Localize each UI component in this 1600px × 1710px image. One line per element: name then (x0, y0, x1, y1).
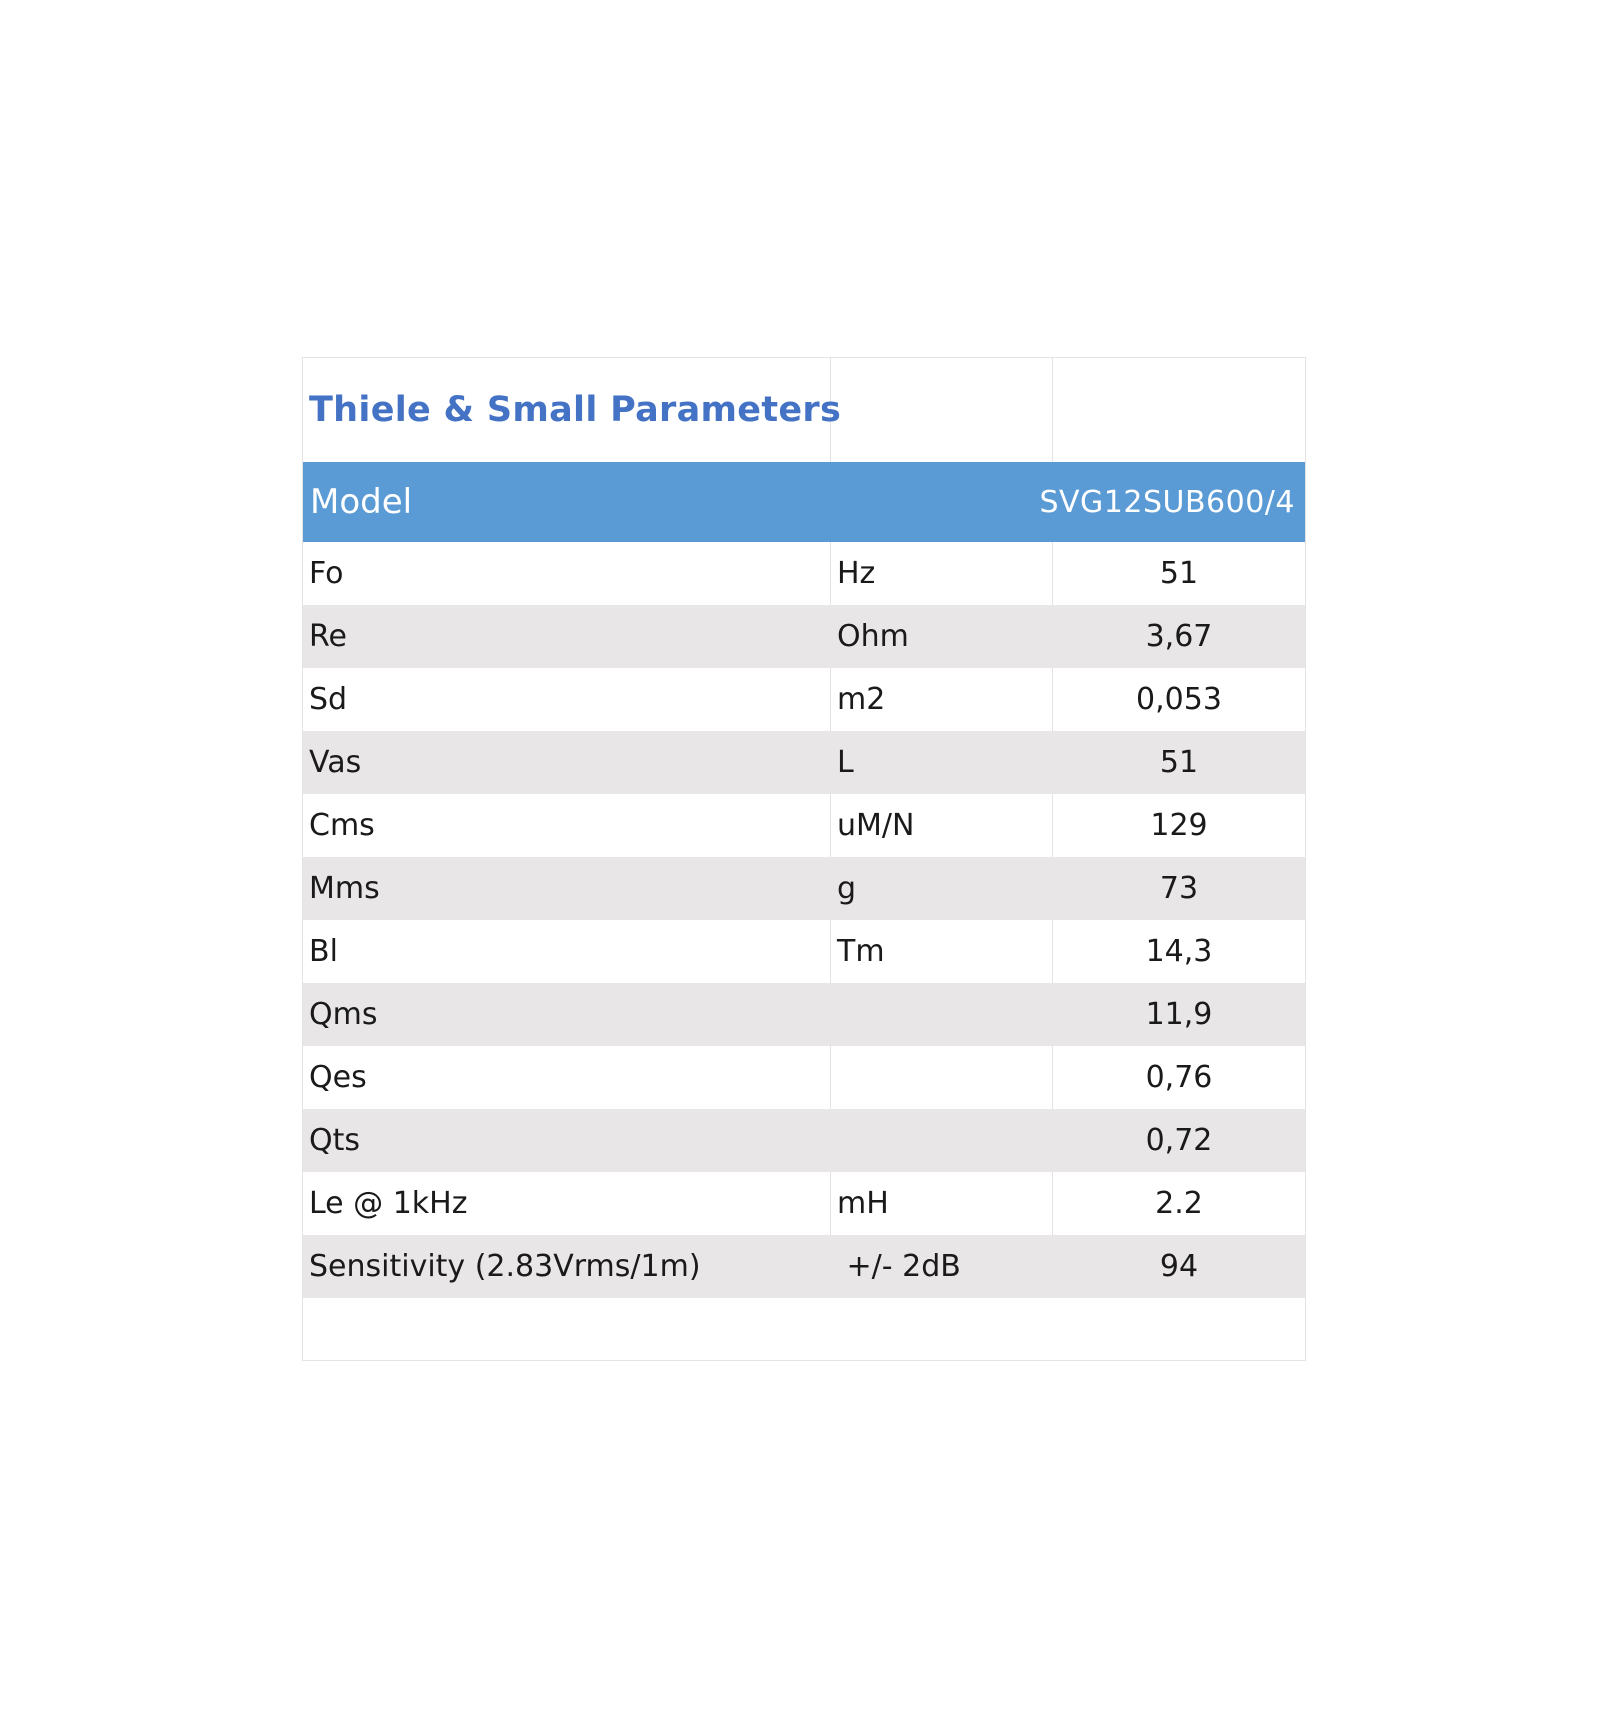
table-row (303, 920, 1305, 983)
table-row (303, 1109, 1305, 1172)
parameter-name: Fo (303, 542, 831, 605)
table-row (303, 1046, 1305, 1109)
table-row (303, 668, 1305, 731)
table-row (303, 983, 1305, 1046)
table-row (303, 731, 1305, 794)
parameter-name: Cms (303, 794, 831, 857)
parameter-name: Mms (309, 871, 380, 906)
parameter-unit: Ohm (837, 619, 909, 654)
parameter-name: Qes (303, 1046, 831, 1109)
parameter-value: 51 (1159, 745, 1199, 780)
table-row (303, 857, 1305, 920)
parameter-unit (831, 983, 1053, 1046)
parameter-unit: Tm (831, 920, 1053, 983)
empty-footer-row (303, 1298, 1305, 1361)
table-row (303, 794, 1305, 857)
parameter-value: 14,3 (1145, 934, 1213, 969)
table-row (303, 1235, 1305, 1298)
model-label: Model (310, 482, 413, 522)
parameter-value: 94 (1159, 1249, 1199, 1284)
empty-cell (831, 358, 1053, 462)
parameter-value: 11,9 (1145, 997, 1213, 1032)
parameter-name: Bl (303, 920, 831, 983)
parameter-value: 73 (1159, 871, 1199, 906)
parameter-value: 2.2 (1155, 1186, 1203, 1221)
model-header-row (303, 462, 1305, 542)
table-row (303, 542, 1305, 605)
table-title: Thiele & Small Parameters (309, 390, 842, 430)
parameters-table (302, 357, 1306, 1361)
title-row (303, 358, 1305, 462)
parameter-unit (831, 1109, 1053, 1172)
parameter-name: Qms (309, 997, 378, 1032)
parameter-unit: L (837, 745, 854, 780)
parameter-value: 0,72 (1145, 1123, 1213, 1158)
parameter-unit: m2 (831, 668, 1053, 731)
parameter-value: 3,67 (1145, 619, 1213, 654)
parameter-unit: mH (831, 1172, 1053, 1235)
parameter-rows (303, 542, 1305, 1298)
parameter-name: Qts (309, 1123, 361, 1158)
table-row (303, 605, 1305, 668)
parameter-name: Re (309, 619, 347, 654)
parameter-unit: g (837, 871, 857, 906)
empty-cell (1053, 358, 1305, 462)
model-value: SVG12SUB600/4 (1039, 484, 1295, 520)
table-row (303, 1172, 1305, 1235)
parameter-name: Sd (303, 668, 831, 731)
parameter-unit: Hz (831, 542, 1053, 605)
title-cell (303, 358, 842, 462)
parameter-name: Sensitivity (2.83Vrms/1m) (309, 1249, 701, 1284)
parameter-name: Le @ 1kHz (303, 1172, 831, 1235)
parameter-value: 51 (1159, 556, 1199, 591)
parameter-unit: uM/N (831, 794, 1053, 857)
parameter-value: 0,053 (1136, 682, 1222, 717)
parameter-unit (831, 1046, 1053, 1109)
parameter-value: 129 (1150, 808, 1208, 843)
parameter-name: Vas (309, 745, 362, 780)
parameter-unit: +/- 2dB (837, 1249, 961, 1284)
parameter-value: 0,76 (1145, 1060, 1213, 1095)
